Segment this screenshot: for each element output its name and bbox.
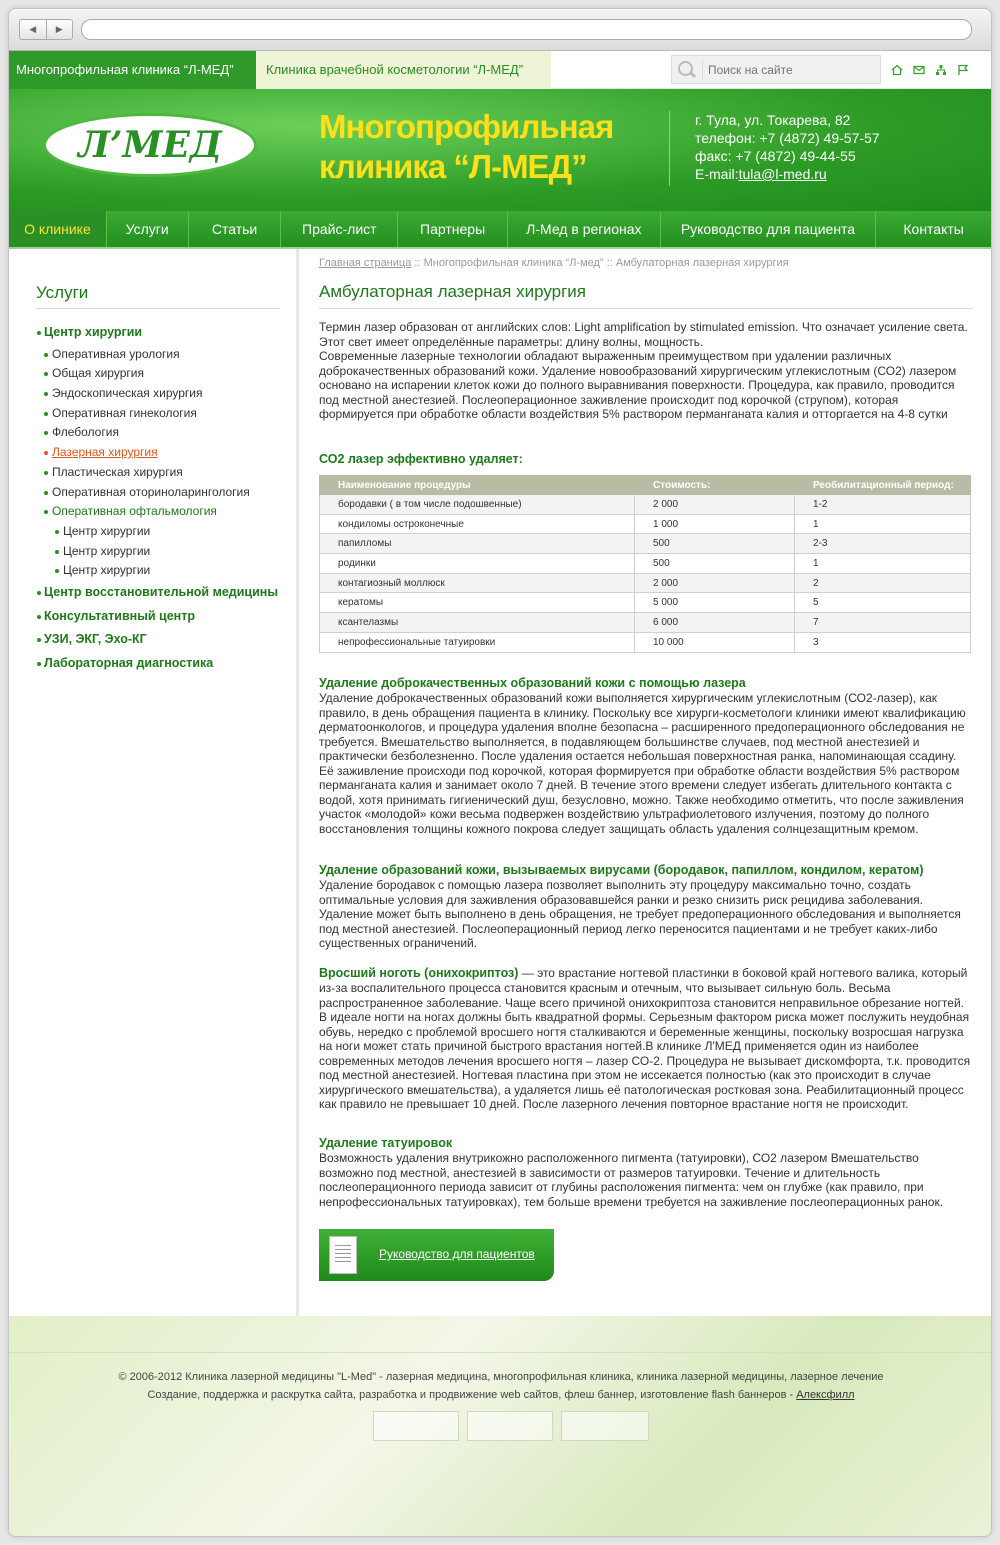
menu-partners[interactable]: Партнеры (398, 211, 508, 247)
browser-chrome (9, 9, 991, 51)
table-cell: непрофессиональные татуировки (320, 632, 635, 652)
section-heading: Удаление образований кожи, вызываемых вирусами (бородавок, папиллом, кондилом, кератом) (319, 863, 924, 877)
email-line (695, 165, 880, 183)
developer-link[interactable]: Алексфилл (796, 1389, 855, 1401)
breadcrumb (319, 257, 789, 269)
sidebar-item-urology[interactable]: Оперативная урология (36, 345, 296, 365)
sidebar-item-lab-diagnostics[interactable]: Лабораторная диагностика (36, 652, 296, 676)
intro-text (319, 320, 973, 422)
table-cell: 1 (795, 514, 971, 534)
sidebar-item-otorhinolaryngology[interactable]: Оперативная оториноларингология (36, 483, 296, 503)
sidebar (9, 249, 299, 1316)
patient-guide-link[interactable]: Руководство для пациентов (379, 1247, 535, 1261)
menu-about[interactable]: О клинике (9, 211, 107, 247)
table-cell: 5 (795, 593, 971, 613)
table-row (320, 554, 971, 574)
table-row (320, 613, 971, 633)
site-header (9, 89, 991, 211)
home-icon[interactable] (891, 63, 903, 75)
menu-services[interactable]: Услуги (107, 211, 189, 247)
table-cell: 2-3 (795, 534, 971, 554)
footer-text (9, 1368, 992, 1404)
column-header: Наименование процедуры (320, 476, 635, 495)
tab-cosmetology-clinic[interactable]: Клиника врачебной косметологии “Л-МЕД” (256, 51, 551, 89)
page-title: Амбулаторная лазерная хирургия (319, 282, 973, 309)
table-cell: 2 (795, 573, 971, 593)
search-divider (702, 59, 703, 81)
price-table (319, 475, 971, 653)
menu-articles[interactable]: Статьи (189, 211, 282, 247)
page-body (9, 249, 991, 1316)
table-row (320, 573, 971, 593)
benign-section (319, 675, 973, 836)
footer-divider (9, 1352, 992, 1353)
sidebar-item-phlebology[interactable]: Флебология (36, 423, 296, 443)
intro-paragraph: Современные лазерные технологии обладают выраженным преимуществом при удалении различных доброкачественных образований кожи. Удаление новообразований хирургическим углекислотным (СО2) лазером основано на испарении клеток кожи до полного выравнивания поверхности. Процедура, как правило, проводится под местной анестезией. Послеоперационное заживление происходит под корочкой (струпом), которая формируется при обработке области воздействия 5% раствором перманганата калия и отторгается на 4-8 сутки (319, 349, 957, 421)
sidebar-item-gynecology[interactable]: Оперативная гинекология (36, 404, 296, 424)
table-cell: контагиозный моллюск (320, 573, 635, 593)
logo-text: Л’МЕД (78, 124, 222, 166)
menu-regions[interactable]: Л-Мед в регионах (508, 211, 661, 247)
sidebar-item-surgery-center[interactable]: Центр хирургии (36, 321, 296, 345)
header-divider (669, 111, 670, 186)
section-heading-inline: Вросший ноготь (онихокриптоз) (319, 966, 519, 980)
counters (373, 1411, 649, 1441)
sidebar-list (36, 321, 296, 676)
table-header-row (320, 476, 971, 495)
sidebar-title: Услуги (36, 283, 280, 309)
menu-pricelist[interactable]: Прайс-лист (281, 211, 398, 247)
email-label: E-mail: (695, 166, 739, 182)
viral-section (319, 862, 973, 951)
menu-contacts[interactable]: Контакты (903, 221, 964, 237)
sidebar-item-endoscopic-surgery[interactable]: Эндоскопическая хирургия (36, 384, 296, 404)
sidebar-item-laser-surgery[interactable]: Лазерная хирургия (36, 443, 296, 463)
table-cell: 1 000 (635, 514, 795, 534)
top-icons (891, 63, 969, 75)
table-cell: 7 (795, 613, 971, 633)
sidebar-subitem-surgery-center[interactable]: Центр хирургии (36, 522, 296, 542)
tattoo-section (319, 1135, 973, 1209)
column-header: Стоимость: (635, 476, 795, 495)
sitemap-icon[interactable] (935, 63, 947, 75)
site-title: Многопрофильная клиника “Л-МЕД” (319, 108, 614, 185)
top-bar (9, 51, 991, 89)
copyright-text: © 2006-2012 Клиника лазерной медицины "L-Med" - лазерная медицина, многопрофильная клиника, клиника лазерной медицины, лазерное лечение (118, 1371, 884, 1383)
table-cell: ксантелазмы (320, 613, 635, 633)
sidebar-item-ophthalmology[interactable]: Оперативная офтальмология (36, 502, 296, 522)
address-text: г. Тула, ул. Токарева, 82 (695, 112, 851, 128)
credits-line (9, 1386, 992, 1404)
breadcrumb-sep: :: (606, 257, 613, 269)
search-icon[interactable] (676, 59, 698, 81)
sidebar-item-ultrasound-ecg[interactable]: УЗИ, ЭКГ, Эхо-КГ (36, 628, 296, 652)
table-cell: 1-2 (795, 495, 971, 515)
menu-patient-guide[interactable]: Руководство для пациента (661, 211, 877, 247)
section-heading: Удаление татуировок (319, 1136, 453, 1150)
counter-liveinternet-icon[interactable] (373, 1411, 459, 1441)
credits-text: Создание, поддержка и раскрутка сайта, разработка и продвижение web сайтов, флеш баннер, изготовление flash баннеров - (147, 1389, 797, 1401)
fax-text: факс: +7 (4872) 49-44-55 (695, 148, 856, 164)
back-icon[interactable]: ◀ (20, 20, 47, 39)
tab-multiprofile-clinic[interactable]: Многопрофильная клиника “Л-МЕД” (9, 51, 256, 89)
site-search (671, 55, 881, 84)
table-cell: 2 000 (635, 573, 795, 593)
table-cell: родинки (320, 554, 635, 574)
table-cell: 500 (635, 554, 795, 574)
table-row (320, 514, 971, 534)
counter-mailru-icon[interactable] (467, 1411, 553, 1441)
sidebar-item-rehab-center[interactable]: Центр восстановительной медицины (36, 581, 296, 605)
main-menu (9, 211, 991, 249)
nail-section (319, 965, 973, 1112)
table-cell: 6 000 (635, 613, 795, 633)
breadcrumb-sep: :: (414, 257, 421, 269)
email-link[interactable]: tula@l-med.ru (738, 166, 827, 182)
document-icon (329, 1236, 357, 1274)
browser-window (8, 8, 992, 1537)
column-header: Реобилитационный период: (795, 476, 971, 495)
table-row (320, 593, 971, 613)
breadcrumb-home[interactable]: Главная страница (319, 257, 412, 269)
table-cell: 2 000 (635, 495, 795, 515)
counter-majordomo-icon[interactable] (561, 1411, 649, 1441)
sidebar-item-general-surgery[interactable]: Общая хирургия (36, 364, 296, 384)
section-text: Удаление бородавок с помощью лазера позволяет выполнить эту процедуру максимально точно, создать оптимальные условия для заживления образовавшейся ранки и резко снизить риск рецидива заболевания. Удаление может быть выполнено в день обращения, не требует предоперационного обследования и выполняется под местной анестезией. Послеоперационный период легко переносится пациентами и не требует каких-либо существенных ограничений. (319, 878, 961, 950)
table-cell: 3 (795, 632, 971, 652)
flag-icon[interactable] (957, 63, 969, 75)
table-heading: СО2 лазер эффективно удаляет: (319, 452, 523, 466)
table-row (320, 534, 971, 554)
clinic-logo[interactable] (43, 113, 257, 177)
intro-paragraph: Термин лазер образован от английских слов: Light amplification by stimulated emission. Что означает усиление света. Этот свет имеет определённые параметры: длину волны, мощность. (319, 320, 968, 349)
table-cell: 5 000 (635, 593, 795, 613)
table-cell: бородавки ( в том числе подошвенные) (320, 495, 635, 515)
sidebar-item-consult-center[interactable]: Консультативный центр (36, 605, 296, 629)
table-cell: 10 000 (635, 632, 795, 652)
table-row (320, 495, 971, 515)
section-text: Возможность удаления внутрикожно расположенного пигмента (татуировки), СО2 лазером Вмешательство возможно под местной, анестезией в зависимости от размеров татуировки. Течение и длительность послеоперационного периода зависит от глубины расположения пигмента: чем он глубже (как правило, при непрофессиональных татуировках), тем больше времени требуется на заживление послеоперационных ранок. (319, 1151, 944, 1209)
mail-icon[interactable] (913, 63, 925, 75)
table-cell: 500 (635, 534, 795, 554)
sidebar-subitem-surgery-center[interactable]: Центр хирургии (36, 542, 296, 562)
sidebar-item-plastic-surgery[interactable]: Пластическая хирургия (36, 463, 296, 483)
section-heading: Удаление доброкачественных образований кожи с помощью лазера (319, 676, 746, 690)
header-contacts (695, 111, 880, 183)
table-row (320, 632, 971, 652)
nav-buttons (19, 19, 73, 40)
phone-text: телефон: +7 (4872) 49-57-57 (695, 130, 880, 146)
section-text: — это врастание ногтевой пластинки в боковой край ногтевого валика, который из-за воспалительного процесса становится красным и отечным, что вызывает сильную боль. Весьма распространенное заболевание. Чаще всего причиной онихокриптоза становится неправильное обрезание ногтей. В идеале ногти на ногах должны быть квадратной формы. Серьезным фактором риска может послужить неудобная обувь, нередко с проблемой вросшего ногтя сталкиваются и беременные женщины, поскольку возросшая нагрузка на ноги может стать причиной быстрого врастания ногтей.В клинике Л'МЕД применяется один из наиболее современных методов лечения вросшего ногтя – лазер СО-2. Процедура не вызывает дискомфорта, т.к. проводится под местной анестезией. Ногтевая пластина при этом не иссекается полностью (как это происходит в случае хирургического вмешательства), а удаляется лишь её патологическая ростковая зона. Реабилитационный процесс как правило не превышает 10 дней. После лазерного лечения повторное врастание ногтя не происходит. (319, 966, 971, 1111)
table-cell: кондиломы остроконечные (320, 514, 635, 534)
forward-icon[interactable]: ▶ (55, 24, 63, 34)
breadcrumb-current: Амбулаторная лазерная хирургия (615, 257, 789, 269)
breadcrumb-section: Многопрофильная клиника “Л-мед” (423, 257, 604, 269)
search-input[interactable] (708, 60, 873, 80)
section-text: Удаление доброкачественных образований кожи выполняется хирургическим углекислотным (СО2-лазер), как правило, в день обращения пациента в клинику. Поскольку все хирурги-косметологи клиники имеют квалификацию дерматоонкологов, и процедура удаления вполне безопасна – расширенного предоперационного обследования не требуется. Вмешательство выполняется, в подавляющем большинстве случаев, под местной анестезией и практически безболезненно. После удаления остается небольшая поверхностная ранка, напоминающая ссадину. Её заживление происходи под корочкой, которая формируется при обработке области воздействия 5% раствором перманганата калия и занимает около 7 дней. В течение этого времени следует избегать длительного контакта с водой, хотя принимать гигиенический душ, безусловно, можно. Также необходимо отметить, что после заживления участок «молодой» кожи весьма подвержен воздействию ультрафиолетового излучения, поэтому до полного восстановления толщины кожного покрова следует защищать область удаления солнцезащитным кремом. (319, 691, 966, 836)
site-footer (9, 1316, 992, 1537)
sidebar-subitem-surgery-center[interactable]: Центр хирургии (36, 561, 296, 581)
table-cell: папилломы (320, 534, 635, 554)
table-cell: кератомы (320, 593, 635, 613)
patient-guide-button[interactable] (319, 1229, 554, 1281)
address-bar[interactable] (81, 19, 972, 40)
table-cell: 1 (795, 554, 971, 574)
